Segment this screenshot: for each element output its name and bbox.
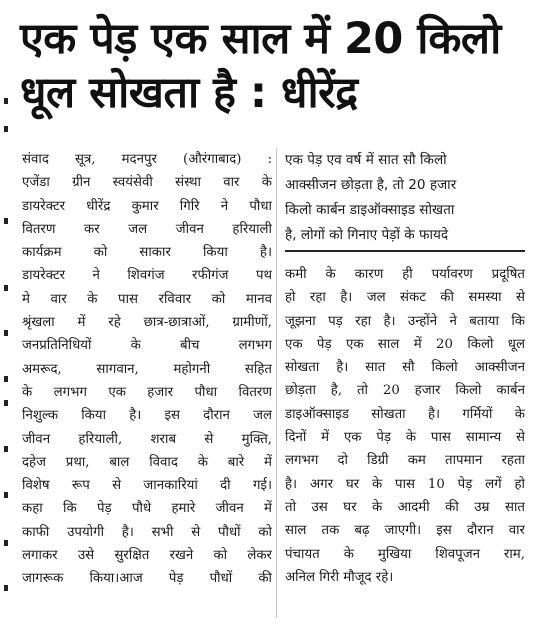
body-line: साल तक बढ़ जाएगी। इस दौरान वार [285,523,525,539]
article-headline [20,12,535,120]
body-line: जागरूक किया।आज पेड़ पौधों की [22,571,272,587]
body-line: जूझना पड़ रहा है। उन्होंने ने बताया कि [285,313,525,329]
edge-mark [4,126,8,132]
pull-quote-line: है, लोगों को गिनाए पेड़ों के फायदे [285,227,449,243]
body-line: सोखता है। सात सौ किलो आक्सीजन [285,360,525,376]
body-line: लगभग दो डिग्री कम तापमान रहता [285,453,525,469]
body-line: निशुल्क किया है। इस दौरान जल [22,408,272,424]
headline-line-2: धूल सोखता है : धीरेंद्र [20,68,358,118]
pull-quote-line: एक पेड़ एव वर्ष में सात सौ किलो [285,152,447,168]
edge-mark [4,285,8,291]
column-divider [276,148,277,618]
body-line: जनप्रतिनिधियों के बीच लगभग [22,338,272,354]
body-line: श्रृंखला में रहे छात्र-छात्राओं, ग्रामीणों, [22,315,272,331]
body-line: एजेंडा ग्रीन स्वयंसेवी संस्था वार के [22,175,272,191]
edge-mark [4,218,8,224]
edge-mark [4,540,8,546]
body-line: कमी के कारण ही पर्यावरण प्रदूषित [285,267,525,282]
body-line: कार्यक्रम को साकार किया है। [22,245,272,261]
body-line: छोड़ता है, तो 20 हजार किलो कार्बन [285,383,525,399]
body-line: कहा कि पेड़ पौधे हमारे जीवन में [22,501,272,517]
article-body-right-column [285,263,525,589]
body-line: अमरूद, सागवान, महोगनी सहित [22,361,272,377]
body-line: विशेष रूप से जानकारियां दी गई। [22,478,272,494]
body-line: एक पेड़ एक साल में 20 किलो धूल [285,336,525,352]
body-line: काफी उपयोगी है। सभी से पौधों को [22,524,272,540]
edge-mark [4,446,8,452]
body-line: पंचायत के मुखिया शिवपूजन राम, [285,546,525,562]
pull-quote [285,148,525,248]
body-line: संवाद सूत्र, मदनपुर (औरंगाबाद) : [22,152,272,167]
edge-mark [4,376,8,382]
body-line: दिनों में एक पेड़ के पास सामान्य से [285,430,525,446]
body-line: वितरण कर जल जीवन हरियाली [22,221,272,237]
edge-mark [4,492,8,498]
body-line: है। अगर घर के पास 10 पेड़ लगें हो [285,476,525,492]
body-line: मे वार के पास रविवार को मानव [22,291,272,307]
pull-quote-line: किलो कार्बन डाइऑक्साइड सोखता [285,202,455,218]
body-line: हो रहा है। जल संकट की समस्या से [285,290,525,306]
edge-mark [4,98,8,104]
edge-mark [4,330,8,336]
headline-line-1: एक पेड़ एक साल में 20 किलो [20,14,501,64]
body-line: तो उस घर के आदमी की उम्र सात [285,499,525,515]
edge-mark [4,585,8,591]
body-line: डाइऑक्साइड सोखता है। गर्मियों के [285,406,525,422]
pull-quote-line: आक्सीजन छोड़ता है, तो 20 हजार [285,177,457,193]
body-line: अनिल गिरी मौजूद रहे। [285,569,394,585]
edge-mark [4,400,8,406]
body-line: दहेज प्रथा, बाल विवाद के बारे में [22,454,272,470]
article-body-left-column [22,148,272,591]
body-line: लगाकर उसे सुरक्षित रखने को लेकर [22,548,272,564]
pull-quote-rule [285,250,525,252]
body-line: डायरेक्टर ने शिवगंज रफीगंज पथ [22,268,272,284]
adjacent-column-fragment [0,0,18,642]
body-line: के लगभग एक हजार पौधा वितरण [22,384,272,400]
body-line: डायरेक्टर धीरेंद्र कुमार गिरि ने पौधा [22,198,272,214]
body-line: जीवन हरियाली, शराब से मुक्ति, [22,431,272,447]
